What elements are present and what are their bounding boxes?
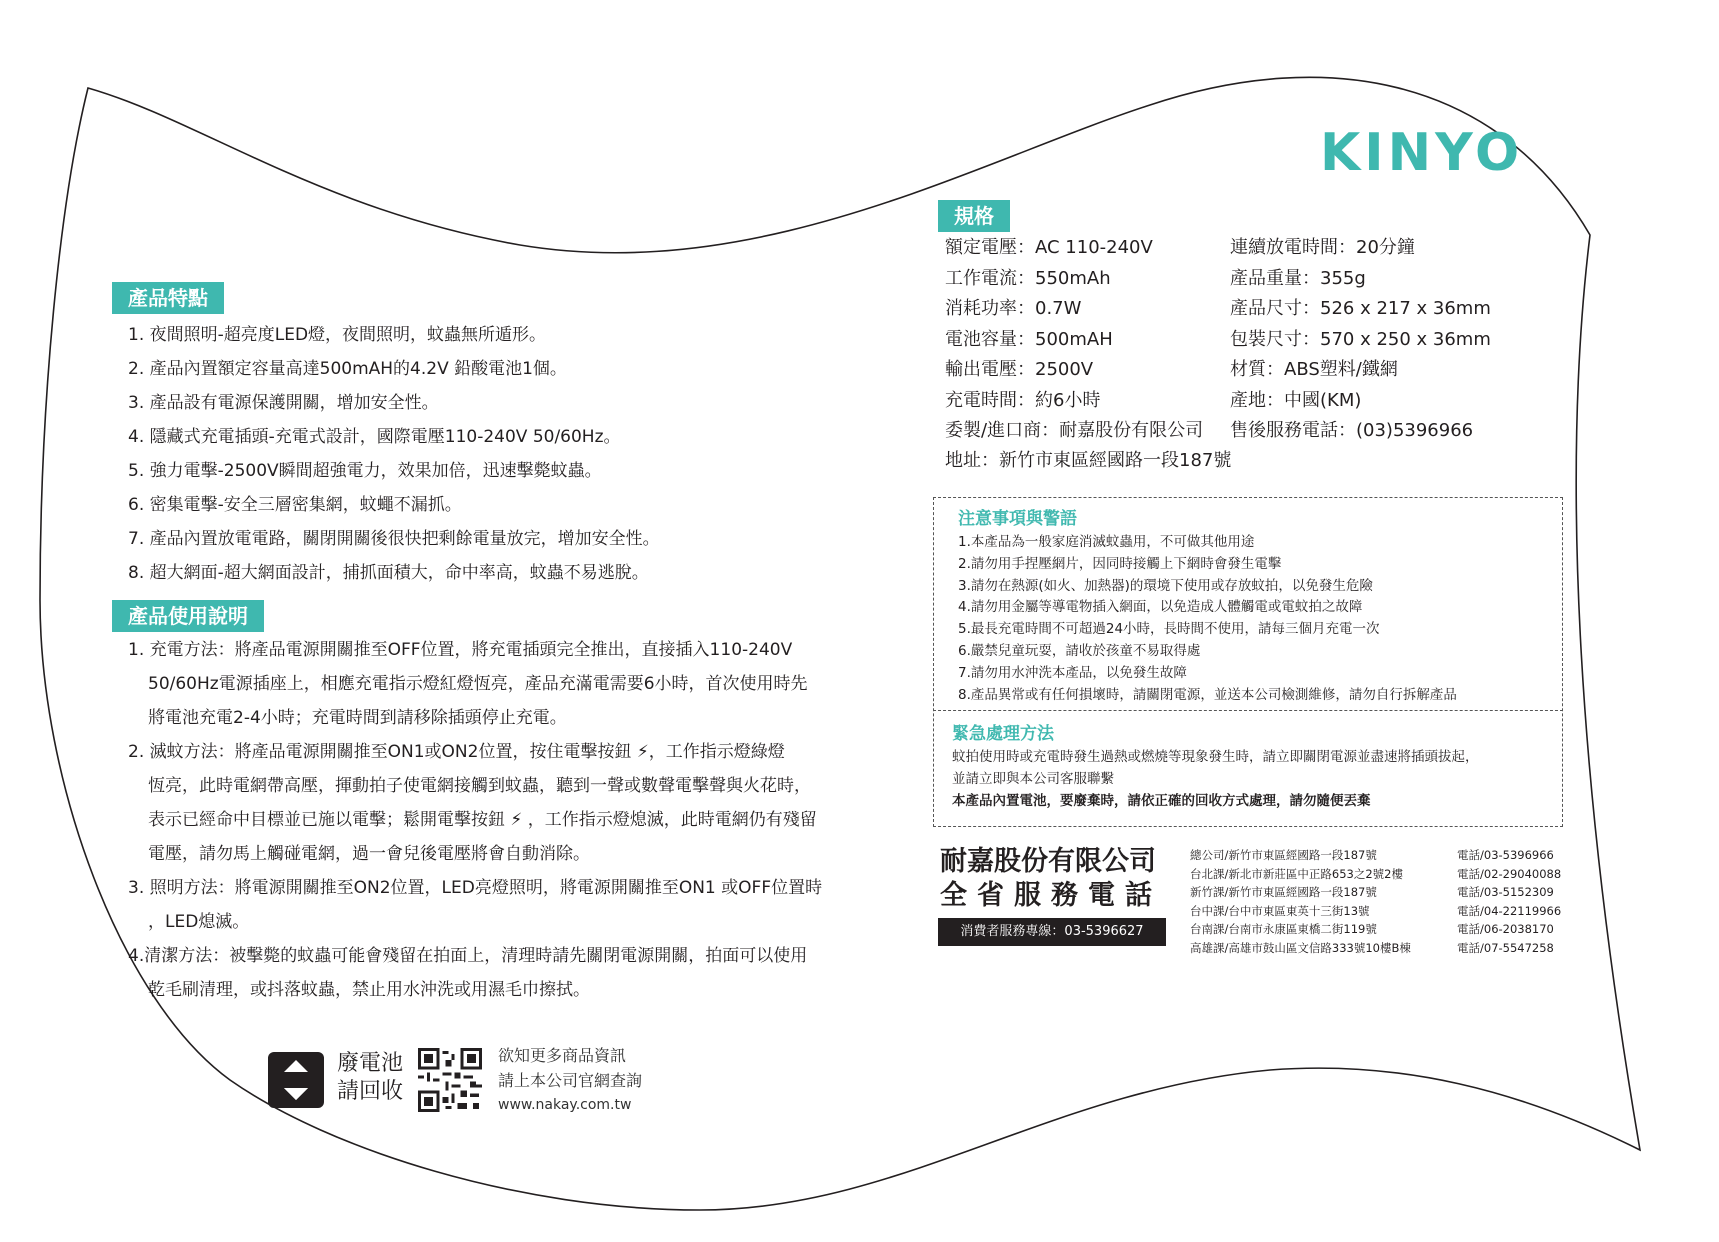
list-item: 1. 夜間照明-超亮度LED燈，夜間照明，蚊蟲無所遁形。 — [128, 325, 547, 345]
spec-item: 材質：ABS塑料/鐵網 — [1230, 359, 1398, 380]
branch-name: 總公司/新竹市東區經國路一段187號 — [1190, 848, 1377, 862]
list-item: 4. 隱藏式充電插頭-充電式設計，國際電壓110-240V 50/60Hz。 — [128, 427, 621, 447]
spec-item: 委製/進口商：耐嘉股份有限公司 — [945, 420, 1204, 441]
spec-item: 消耗功率：0.7W — [945, 298, 1082, 319]
list-item: 2. 產品內置額定容量高達500mAH的4.2V 鉛酸電池1個。 — [128, 359, 567, 379]
company-name: 耐嘉股份有限公司 — [940, 846, 1156, 877]
list-item: 5. 強力電擊-2500V瞬間超強電力，效果加倍，迅速擊斃蚊蟲。 — [128, 461, 602, 481]
usage-section — [128, 633, 878, 1007]
specs-right-column — [1230, 233, 1491, 447]
usage-line — [128, 803, 878, 837]
spec-item: 充電時間：約6小時 — [945, 389, 1101, 411]
website-info — [498, 1043, 642, 1118]
branch-phone: 電話/02-29040088 — [1457, 866, 1562, 881]
specs-left-column — [945, 233, 1203, 447]
list-item: 8.產品異常或有任何損壞時，請關閉電源，並送本公司檢測維修，請勿自行拆解產品 — [958, 686, 1457, 703]
list-item: 5.最長充電時間不可超過24小時，長時間不使用，請每三個月充電一次 — [958, 621, 1380, 638]
usage-text: ，工作指示燈綠燈 — [648, 742, 785, 762]
usage-line: 恆亮，此時電網帶高壓，揮動拍子使電網接觸到蚊蟲，聽到一聲或數聲電擊聲與火花時， — [148, 776, 811, 796]
branch-name: 新竹課/新竹市東區經國路一段187號 — [1190, 885, 1377, 899]
emergency-heading: 緊急處理方法 — [952, 724, 1054, 744]
hotline-badge: 消費者服務專線：03-5396627 — [938, 918, 1166, 946]
branch-row — [1190, 865, 1570, 884]
lightning-bolt-icon: ⚡︎ — [636, 742, 649, 762]
notice-heading: 注意事項與警語 — [958, 509, 1077, 529]
usage-line: 50/60Hz電源插座上，相應充電指示燈紅燈恆亮，產品充滿電需要6小時，首次使用時先 — [148, 674, 808, 694]
spec-item: 產地：中國(KM) — [1230, 389, 1362, 411]
branch-list — [1190, 846, 1570, 957]
branch-phone: 電話/07-5547258 — [1457, 940, 1554, 955]
usage-text: ，工作指示燈熄滅，此時電網仍有殘留 — [527, 810, 817, 830]
notice-divider — [933, 710, 1563, 711]
list-item: 6.嚴禁兒童玩耍，請收於孩童不易取得處 — [958, 642, 1201, 659]
list-item: 3. 產品設有電源保護開關，增加安全性。 — [128, 393, 439, 413]
branch-name: 高雄課/高雄市鼓山區文信路333號10樓B棟 — [1190, 940, 1411, 955]
branch-row — [1190, 939, 1570, 958]
list-item: 1.本產品為一般家庭消滅蚊蟲用，不可做其他用途 — [958, 534, 1255, 550]
info-line: 欲知更多商品資訊 — [498, 1046, 627, 1065]
branch-name: 台北課/新北市新莊區中正路653之2號2樓 — [1190, 866, 1403, 881]
specs-address: 地址：新竹市東區經國路一段187號 — [945, 450, 1232, 471]
branch-phone: 電話/06-2038170 — [1457, 922, 1554, 936]
usage-text: 表示已經命中目標並已施以電擊；鬆開電擊按鈕 — [148, 810, 505, 830]
branch-row — [1190, 920, 1570, 939]
emergency-text — [952, 746, 1479, 812]
list-item: 7.請勿用水沖洗本產品，以免發生故障 — [958, 664, 1187, 681]
branch-name: 台南課/台南市永康區東橋二街119號 — [1190, 922, 1377, 936]
branch-row — [1190, 902, 1570, 921]
usage-line: 將電池充電2-4小時；充電時間到請移除插頭停止充電。 — [148, 708, 567, 728]
branch-row — [1190, 846, 1570, 865]
list-item: 4.請勿用金屬等導電物插入網面，以免造成人體觸電或電蚊拍之故障 — [958, 599, 1363, 616]
usage-line: 4.清潔方法：被擊斃的蚊蟲可能會殘留在拍面上，清理時請先關閉電源開關，拍面可以使用 — [128, 946, 808, 966]
emergency-line: 並請立即與本公司客服聯繫 — [952, 771, 1114, 787]
spec-item: 連續放電時間：20分鐘 — [1230, 237, 1415, 258]
usage-text: 2. 滅蚊方法：將產品電源開關推至ON1或ON2位置，按住電擊按鈕 — [128, 742, 632, 762]
features-heading: 產品特點 — [112, 282, 224, 314]
usage-line — [128, 735, 878, 769]
branch-row — [1190, 883, 1570, 902]
battery-recycle-icon — [266, 1050, 326, 1110]
qr-code-icon — [418, 1048, 482, 1112]
usage-heading: 產品使用說明 — [112, 600, 264, 632]
spec-item: 輸出電壓：2500V — [945, 359, 1094, 380]
usage-line: 乾毛刷清理，或抖落蚊蟲，禁止用水沖洗或用濕毛巾擦拭。 — [148, 980, 590, 1000]
spec-item: 工作電流：550mAh — [945, 267, 1111, 289]
branch-name: 台中課/台中市東區東英十三街13號 — [1190, 903, 1370, 918]
usage-item-charging — [128, 633, 878, 735]
list-item: 3.請勿在熱源(如火、加熱器)的環境下使用或存放蚊拍，以免發生危險 — [958, 577, 1373, 594]
usage-line: 電壓，請勿馬上觸碰電網，過一會兒後電壓將會自動消除。 — [148, 844, 590, 864]
kinyo-logo: KINYO — [1320, 123, 1524, 183]
emergency-warning: 本產品內置電池，要廢棄時，請依正確的回收方式處理，請勿隨便丟棄 — [952, 793, 1371, 809]
lightning-bolt-icon: ⚡︎ — [510, 810, 523, 830]
spec-item: 產品尺寸：526 x 217 x 36mm — [1230, 298, 1491, 319]
company-block — [940, 845, 1162, 913]
branch-phone: 電話/04-22119966 — [1457, 903, 1562, 918]
list-item: 6. 密集電擊-安全三層密集網，蚊蠅不漏抓。 — [128, 495, 462, 515]
spec-item: 產品重量：355g — [1230, 267, 1366, 289]
notice-list — [958, 532, 1457, 706]
usage-line: ，LED熄滅。 — [148, 912, 250, 932]
specs-heading: 規格 — [938, 200, 1010, 232]
usage-line: 3. 照明方法：將電源開關推至ON2位置，LED亮燈照明，將電源開關推至ON1 或OFF位置時 — [128, 878, 823, 898]
features-list — [128, 318, 828, 590]
spec-item: 包裝尺寸：570 x 250 x 36mm — [1230, 328, 1491, 350]
spec-item: 額定電壓：AC 110-240V — [945, 237, 1153, 258]
website-url: www.nakay.com.tw — [498, 1097, 632, 1113]
emergency-line: 蚊拍使用時或充電時發生過熱或燃燒等現象發生時，請立即關閉電源並盡速將插頭拔起， — [952, 749, 1479, 765]
info-line: 請上本公司官網查詢 — [498, 1071, 643, 1090]
list-item: 2.請勿用手捏壓網片，因同時接觸上下網時會發生電擊 — [958, 555, 1282, 572]
recycle-line: 廢電池 — [337, 1051, 404, 1076]
spec-item: 電池容量：500mAH — [945, 328, 1113, 350]
recycle-text — [337, 1050, 403, 1106]
usage-item-lighting — [128, 871, 878, 939]
list-item: 7. 產品內置放電電路，關閉開關後很快把剩餘電量放完，增加安全性。 — [128, 529, 660, 549]
list-item: 8. 超大網面-超大網面設計，捕抓面積大，命中率高，蚊蟲不易逃脫。 — [128, 563, 649, 583]
recycle-line: 請回收 — [337, 1079, 404, 1104]
usage-item-cleaning — [128, 939, 878, 1007]
spec-item: 售後服務電話：(03)5396966 — [1230, 420, 1474, 441]
usage-item-mosquito — [128, 735, 878, 871]
branch-phone: 電話/03-5396966 — [1457, 848, 1554, 862]
usage-line: 1. 充電方法：將產品電源開關推至OFF位置，將充電插頭完全推出，直接插入110-240V — [128, 640, 793, 660]
service-title: 全省服務電話 — [940, 880, 1162, 911]
branch-phone: 電話/03-5152309 — [1457, 885, 1554, 899]
